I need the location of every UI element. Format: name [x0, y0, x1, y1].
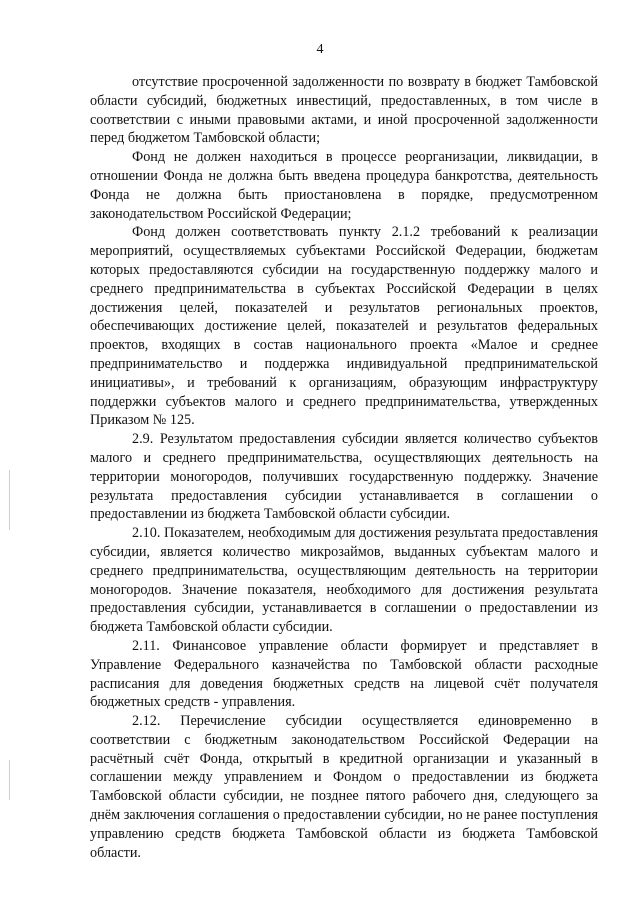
paragraph-2-11-finance: 2.11. Финансовое управление области формирует и представляет в Управление Федерального казначейства по Тамбовской области расходные расписания для доведения бюджетных средств на лицевой счёт получателя бюджетных средств - управления.: [90, 637, 598, 711]
scan-edge-mark: [9, 760, 10, 800]
document-body: [90, 73, 598, 862]
paragraph-2-9-result: 2.9. Результатом предоставления субсидии является количество субъектов малого и среднего предпринимательства, осуществляющих деятельность на территории моногородов, получивших государственную поддержку. Значение результата предоставления субсидии устанавливается в соглашении о предоставлении из бюджета Тамбовской области субсидии.: [90, 431, 598, 523]
paragraph-2-12-transfer: 2.12. Перечисление субсидии осуществляется единовременно в соответствии с бюджетным законодательством Российской Федерации на расчётный счёт Фонда, открытый в кредитной организации и указанный в соглашении между управлением и Фондом о предоставлении из бюджета Тамбовской области субсидии, не позднее пятого рабочего дня, следующего за днём заключения соглашения о предоставлении субсидии, но не ранее поступления управлению средств бюджета Тамбовской области из бюджета Тамбовской области.: [90, 713, 598, 861]
paragraph-2-10-indicator: 2.10. Показателем, необходимым для достижения результата предоставления субсидии, является количество микрозаймов, выданных субъектам малого и среднего предпринимательства, осуществляющим деятельность на территории моногородов. Значение показателя, необходимого для достижения результата предоставления субсидии, устанавливается в соглашении о предоставлении из бюджета Тамбовской области субсидии.: [90, 525, 598, 636]
paragraph-reorganization-requirement: Фонд не должен находиться в процессе реорганизации, ликвидации, в отношении Фонда не должна быть введена процедура банкротства, деятельность Фонда не должна быть приостановлена в порядке, предусмотренном законодательством Российской Федерации;: [90, 149, 598, 222]
page-number: 4: [316, 42, 324, 57]
scan-edge-mark: [9, 470, 10, 530]
paragraph-compliance-requirement: Фонд должен соответствовать пункту 2.1.2 требований к реализации мероприятий, осуществляемых субъектами Российской Федерации, бюджетам которых предоставляются субсидии на государственную поддержку малого и среднего предпринимательства в субъектах Российской Федерации в целях достижения целей, показателей и результатов региональных проектов, обеспечивающих достижение целей, показателей и результатов федеральных проектов, входящих в состав национального проекта «Малое и среднее предпринимательство и поддержка индивидуальной предпринимательской инициативы», и требований к организациям, образующим инфраструктуру поддержки субъектов малого и среднего предпринимательства, утвержденных Приказом № 125.: [90, 224, 598, 429]
paragraph-debt-requirement: отсутствие просроченной задолженности по возврату в бюджет Тамбовской области субсидий, бюджетных инвестиций, предоставленных, в том числе в соответствии с иными правовыми актами, и иной просроченной задолженности перед бюджетом Тамбовской области;: [90, 74, 598, 147]
